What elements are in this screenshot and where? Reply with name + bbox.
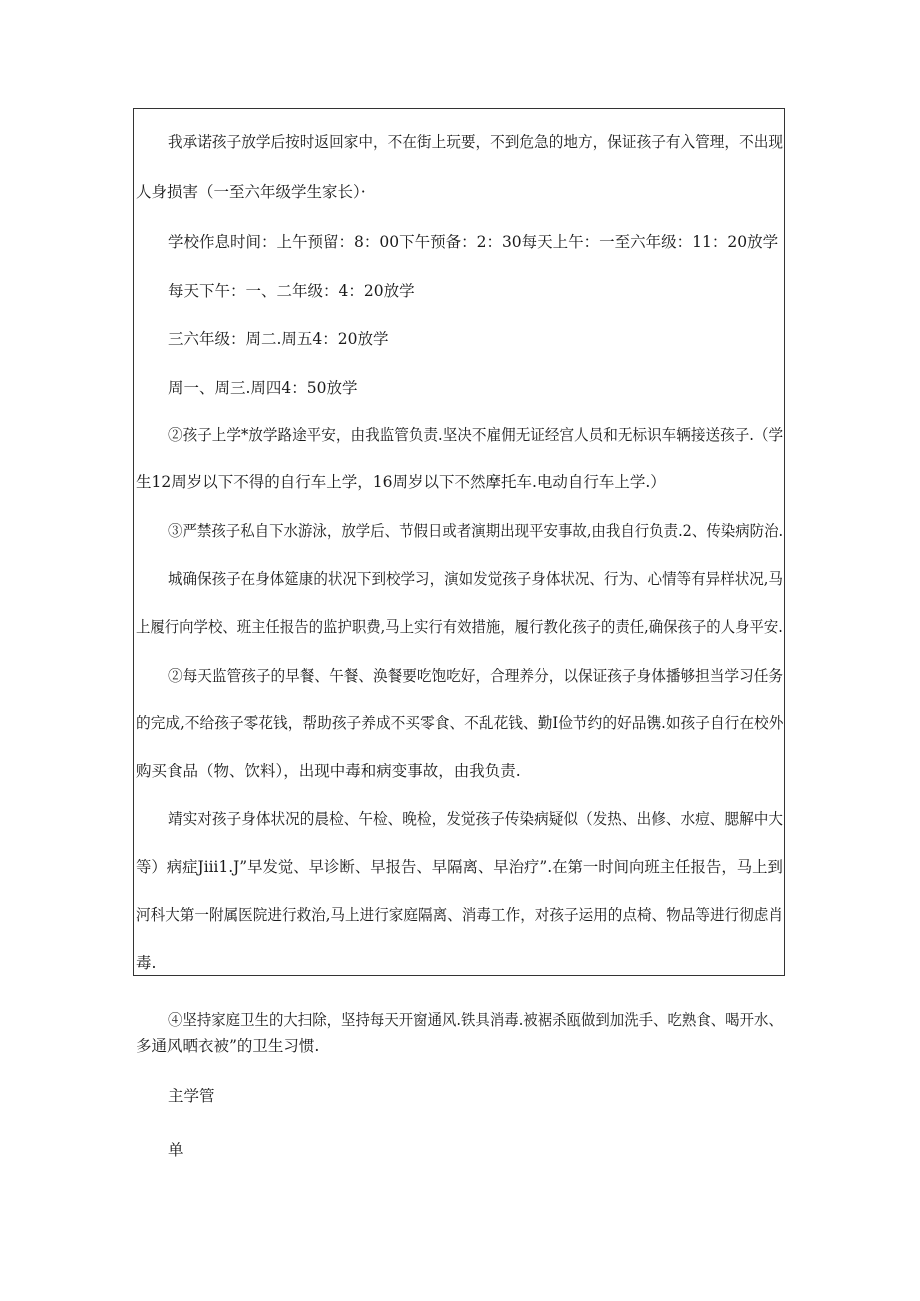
paragraph-line: ②每天监管孩子的早餐、午餐、涣餐要吃饱吃好，合理养分，以保证孩子身体播够担当学习任务 <box>168 667 784 685</box>
paragraph-line: ②孩子上学*放学路途平安，由我监管负责.坚决不雇佣无证经宫人员和无标识车辆接送孩子.（学 <box>168 426 784 444</box>
paragraph-line: ③严禁孩子私自下水游泳，放学后、节假日或者演期出现平安事故,由我自行负责.2、传染病防治. <box>168 522 784 540</box>
paragraph-line: 上履行向学校、班主任报告的监护职费,马上实行有效措施，履行教化孩子的责任,确保孩子的人身平安. <box>136 618 783 636</box>
paragraph-line: ④坚持家庭卫生的大扫除，坚持每天开窗通风.铁具消毒.被裾杀瓯做到加洗手、吃熟食、喝开水、 <box>168 1011 783 1029</box>
paragraph-line: 毒. <box>136 954 157 972</box>
paragraph-line: 生12周岁以下不得的自行车上学，16周岁以下不然摩托车.电动自行车上学.） <box>136 473 666 491</box>
paragraph-line: 多通风晒衣被”的卫生习惯. <box>136 1037 320 1055</box>
paragraph-line: 周一、周三.周四4：50放学 <box>168 379 358 397</box>
paragraph-line: 三六年级：周二.周五4：20放学 <box>168 330 389 348</box>
paragraph-line: 我承诺孩子放学后按时返回家中，不在街上玩要，不到危急的地方，保证孩子有入管理，不出现 <box>168 133 784 151</box>
paragraph-line: 的完成,不给孩子零花钱，帮助孩子养成不买零食、不乱花钱、勤I俭节约的好品镌.如孩子自行在校外 <box>136 714 784 732</box>
paragraph-line: 人身损害（一至六年级学生家长）· <box>136 183 366 201</box>
paragraph-line: 城确保孩子在身体筵康的状况下到校学习，演如发觉孩子身体状况、行为、心情等有异样状况,马 <box>168 570 783 588</box>
paragraph-line: 主学管 <box>168 1087 215 1105</box>
paragraph-line: 单 <box>168 1141 184 1159</box>
paragraph-line: 购买食品（物、饮料），出现中毒和病变事故，由我负责. <box>136 762 521 780</box>
paragraph-line: 等）病症Jiii1.J”早发觉、早诊断、早报告、早隔离、早治疗”.在第一时间向班主任报告，马上到 <box>136 858 783 876</box>
paragraph-line: 河科大第一附属医院进行救治,马上进行家庭隔离、消毒工作，对孩子运用的点椅、物品等进行彻虑肖 <box>136 906 783 924</box>
paragraph-line: 靖实对孩子身体状况的晨检、午检、晚检，发觉孩子传染病疑似（发热、出修、水痘、腮解中大 <box>168 810 784 828</box>
paragraph-line: 每天下午：一、二年级：4：20放学 <box>168 282 415 300</box>
paragraph-line: 学校作息时间：上午预留：8：00下午预备：2：30每天上午：一至六年级：11：20放学 <box>168 233 779 251</box>
